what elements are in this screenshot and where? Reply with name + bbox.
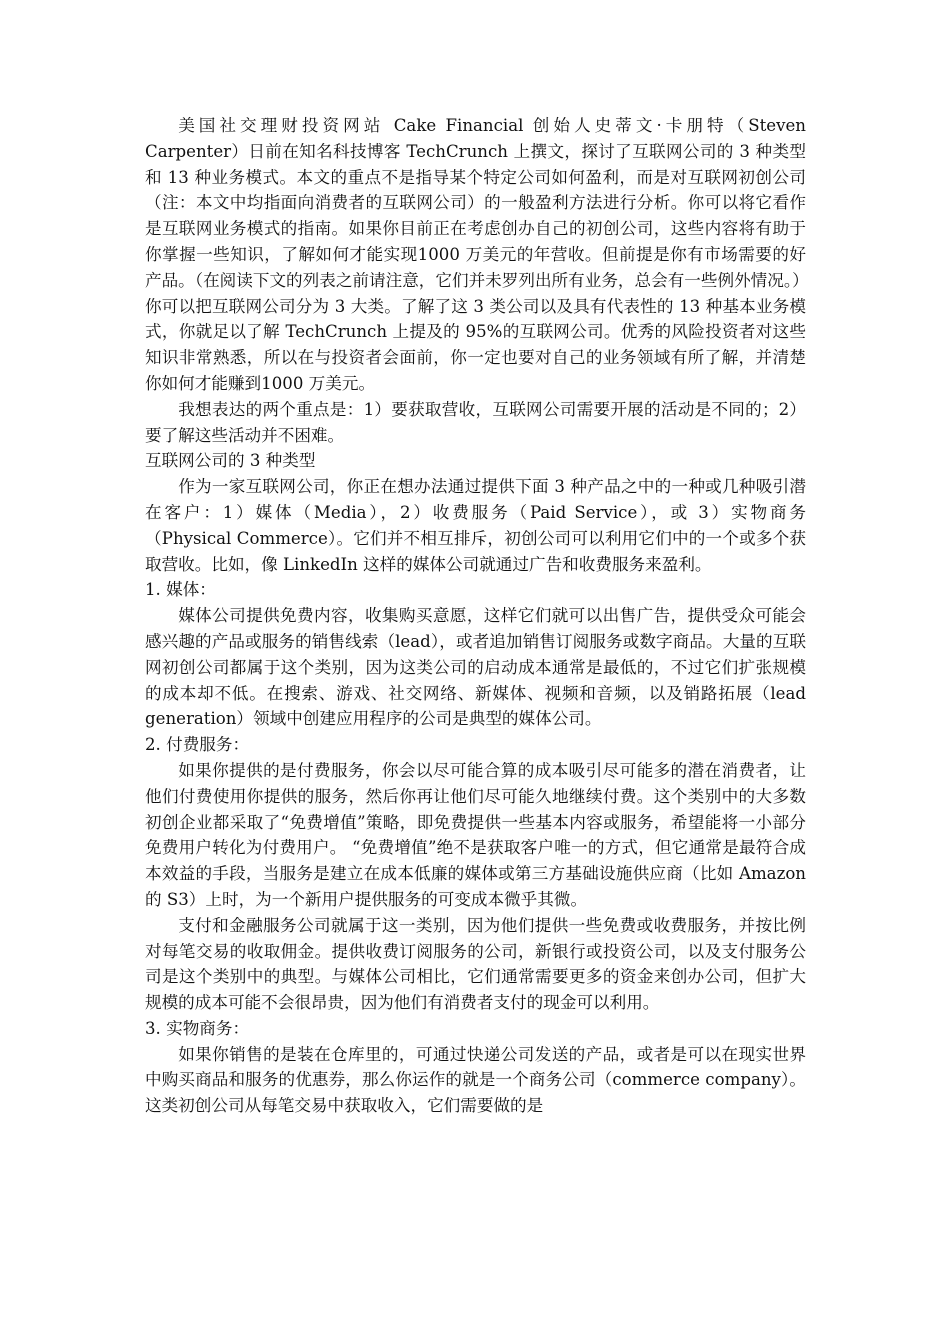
media-paragraph: 媒体公司提供免费内容，收集购买意愿，这样它们就可以出售广告，提供受众可能会感兴趣的产品或服务的销售线索（lead），或者追加销售订阅服务或数字商品。大量的互联网初创公司都属于这个类别，因为这类公司的启动成本通常是最低的，不过它们扩张规模的成本却不低。在搜索、游戏、社交网络、新媒体、视频和音频，以及销路拓展（lead generation）领域中创建应用程序的公司是典型的媒体公司。 <box>145 606 806 729</box>
intro-paragraph: 美国社交理财投资网站 Cake Financial 创始人史蒂文·卡朋特（Steven Carpenter）日前在知名科技博客 TechCrunch 上撰文，探讨了互联网公司的 3 种类型和 13 种业务模式。本文的重点不是指导某个特定公司如何盈利，而是对互联网初创公司（注：本文中均指面向消费者的互联网公司）的一般盈利方法进行分析。你可以将它看作是互联网业务模式的指南。如果你目前正在考虑创办自己的初创公司，这些内容将有助于你掌握一些知识，了解如何才能实现1000 万美元的年营收。但前提是你有市场需要的好产品。（在阅读下文的列表之前请注意，它们并未罗列出所有业务，总会有一些例外情况。） <box>145 116 809 290</box>
paid-service-paragraph: 如果你提供的是付费服务，你会以尽可能合算的成本吸引尽可能多的潜在消费者，让他们付费使用你提供的服务，然后你再让他们尽可能久地继续付费。这个类别中的大多数初创企业都采取了“免费增值”策略，即免费提供一些基本内容或服务，希望能将一小部分免费用户转化为付费用户。 “免费增值”绝不是获取客户唯一的方式，但它通常是最符合成本效益的手段，当服务是建立在成本低廉的媒体或第三方基础设施供应商（比如 Amazon 的 S3）上时，为一个新用户提供服务的可变成本微乎其微。 <box>145 760 806 909</box>
list-heading-physical-commerce: 3. 实物商务： <box>145 1018 250 1038</box>
document-body <box>145 113 809 1119</box>
overview-paragraph: 你可以把互联网公司分为 3 大类。了解了这 3 类公司以及具有代表性的 13 种基本业务模式，你就足以了解 TechCrunch 上提及的 95%的互联网公司。优秀的风险投资者对这些知识非常熟悉，所以在与投资者会面前，你一定也要对自己的业务领域有所了解，并清楚你如何才能赚到1000 万美元。 <box>145 296 806 393</box>
list-heading-paid-service: 2. 付费服务： <box>145 735 250 755</box>
list-heading-media: 1. 媒体： <box>145 580 216 600</box>
three-types-paragraph: 作为一家互联网公司，你正在想办法通过提供下面 3 种产品之中的一种或几种吸引潜在客户：1）媒体（Media），2）收费服务（Paid Service），或 3）实物商务（Physical Commerce）。它们并不相互排斥，初创公司可以利用它们中的一个或多个获取营收。比如，像 LinkedIn 这样的媒体公司就通过广告和收费服务来盈利。 <box>145 477 806 574</box>
payment-finance-paragraph: 支付和金融服务公司就属于这一类别，因为他们提供一些免费或收费服务，并按比例对每笔交易的收取佣金。提供收费订阅服务的公司，新银行或投资公司，以及支付服务公司是这个类别中的典型。与媒体公司相比，它们通常需要更多的资金来创办公司，但扩大规模的成本可能不会很昂贵，因为他们有消费者支付的现金可以利用。 <box>145 915 806 1013</box>
physical-commerce-paragraph: 如果你销售的是装在仓库里的，可通过快递公司发送的产品，或者是可以在现实世界中购买商品和服务的优惠券，那么你运作的就是一个商务公司（commerce company）。这类初创公司从每笔交易中获取收入，它们需要做的是 <box>145 1044 806 1116</box>
section-heading-three-types: 互联网公司的 3 种类型 <box>145 451 316 471</box>
key-points-paragraph: 我想表达的两个重点是：1）要获取营收，互联网公司需要开展的活动是不同的；2）要了解这些活动并不困难。 <box>145 399 806 445</box>
